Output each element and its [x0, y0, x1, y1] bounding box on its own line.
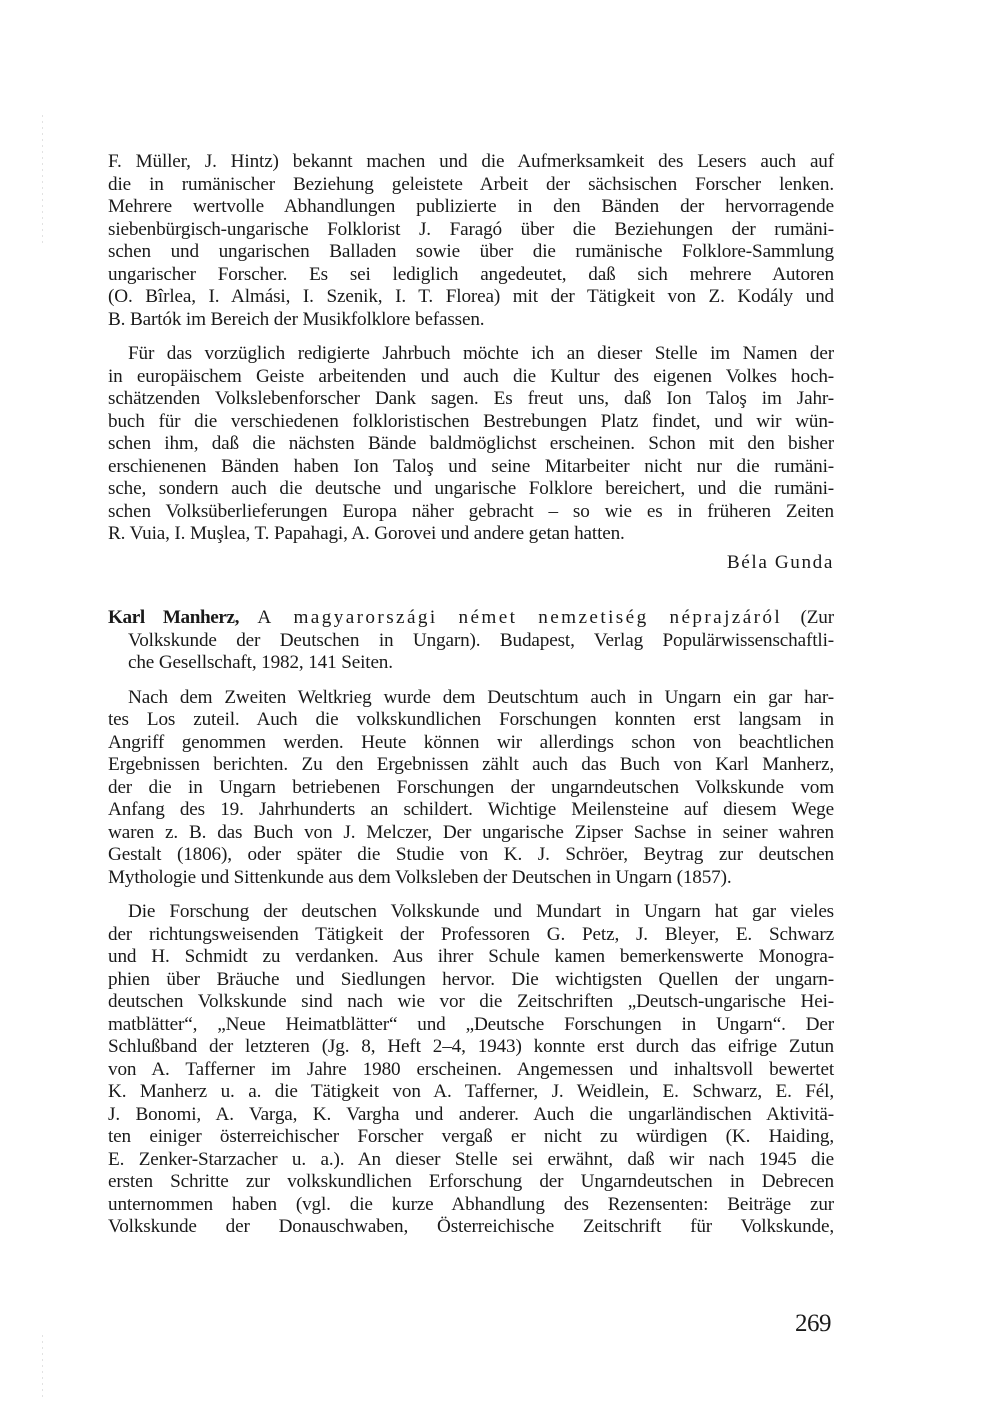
text-line: erschienenen Bänden haben Ion Taloş und seine Mitarbeiter nicht nur die rumäni-: [108, 455, 834, 477]
text-line: (O. Bîrlea, I. Almási, I. Szenik, I. T. Florea) mit der Tätigkeit von Z. Kodály und: [108, 286, 834, 307]
text-line: K. Manherz u. a. die Tätigkeit von A. Tafferner, J. Weidlein, E. Schwarz, E. Fél,: [108, 1081, 834, 1102]
reviewer-signature: Béla Gunda: [726, 551, 834, 573]
text-line: der die in Ungarn betriebenen Forschungen der ungarndeutschen Volkskunde vom: [108, 776, 834, 798]
text-line: E. Zenker-Starzacher u. a.). An dieser Stelle sei erwähnt, daß wir nach 1945 die: [108, 1148, 834, 1170]
text-line: J. Bonomi, A. Varga, K. Vargha und anderer. Auch die ungarländischen Aktivitä-: [108, 1103, 834, 1125]
text-line: von A. Tafferner im Jahre 1980 erscheinen. Angemessen und inhaltsvoll bewertet: [108, 1058, 834, 1080]
text-line: der richtungsweisenden Tätigkeit der Professoren G. Petz, J. Bleyer, E. Schwarz: [108, 923, 834, 945]
text-line: ungarischer Forscher. Es sei lediglich angedeutet, daß sich mehrere Autoren: [108, 263, 834, 285]
text-line: und H. Schmidt zu verdanken. Aus ihrer Schule kamen bemerkenswerte Monogra-: [108, 946, 834, 967]
text-line: matblätter“, „Neue Heimatblätter“ und „Deutsche Forschungen in Ungarn“. Der: [108, 1013, 834, 1035]
text-line: deutschen Volkskunde sind nach wie vor die Zeitschriften „Deutsch-ungarische Hei-: [108, 991, 834, 1012]
text-line: ten einiger österreichischer Forscher vergaß er nicht zu würdigen (K. Haiding,: [108, 1126, 834, 1147]
heading-line: [108, 607, 834, 630]
review-paragraph: [108, 343, 834, 546]
heading-line: Volkskunde der Deutschen in Ungarn). Budapest, Verlag Populärwissenschaftli-: [128, 629, 834, 651]
text-line: B. Bartók im Bereich der Musikfolklore befassen.: [108, 308, 485, 330]
text-line: Mehrere wertvolle Abhandlungen publizierte in den Bänden der hervorragende: [108, 196, 834, 217]
review-title-rest: (Zur: [800, 607, 834, 628]
scan-artifact: [42, 115, 43, 245]
text-line: buch für die verschiedenen folkloristischen Bestrebungen Platz findet, und wir wün-: [108, 410, 834, 432]
text-line: waren z. B. das Buch von J. Melczer, Der ungarische Zipser Sachse in seiner wahren: [108, 821, 834, 843]
scan-artifact: [42, 1335, 43, 1400]
review-title-hungarian: A magyarországi német nemzetiség néprajzáról: [257, 607, 783, 628]
text-line: Die Forschung der deutschen Volkskunde und Mundart in Ungarn hat gar vieles: [128, 901, 834, 922]
text-line: schätzenden Volkslebenforscher Dank sagen. Es freut uns, daß Ion Taloş im Jahr-: [108, 388, 834, 409]
text-line: unternommen haben (vgl. die kurze Abhandlung des Rezensenten: Beiträge zur: [108, 1193, 834, 1215]
text-line: Gestalt (1806), oder später die Studie von K. J. Schröer, Beytrag zur deutschen: [108, 844, 834, 865]
text-line: in europäischem Geiste arbeitenden und auch die Kultur des eigenen Volkes hoch-: [108, 365, 834, 387]
text-line: F. Müller, J. Hintz) bekannt machen und die Aufmerksamkeit des Lesers auch auf: [108, 151, 834, 172]
text-line: tes Los zuteil. Auch die volkskundlichen Forschungen konnten erst langsam in: [108, 709, 834, 730]
review-paragraph: [108, 151, 834, 331]
review-paragraph: [108, 687, 834, 890]
text-line: Schlußband der letzteren (Jg. 8, Heft 2–4, 1943) konnte erst durch das eifrige Zutun: [108, 1036, 834, 1057]
review-paragraph: [108, 901, 834, 1239]
text-line: schen Volksüberlieferungen Europa näher gebracht – so wie es in früheren Zeiten: [108, 500, 834, 522]
text-line: Volkskunde der Donauschwaben, Österreichische Zeitschrift für Volkskunde,: [108, 1216, 834, 1237]
text-line: Mythologie und Sittenkunde aus dem Volksleben der Deutschen in Ungarn (1857).: [108, 866, 732, 888]
review-heading: [108, 607, 834, 675]
text-line: Nach dem Zweiten Weltkrieg wurde dem Deutschtum auch in Ungarn ein gar har-: [128, 686, 834, 708]
text-line: schen ihm, daß die nächsten Bände baldmöglichst erscheinen. Schon mit den bisher: [108, 433, 834, 454]
text-line: phien über Bräuche und Siedlungen hervor. Die wichtigsten Quellen der ungarn-: [108, 968, 834, 990]
text-line: die in rumänischer Beziehung geleistete Arbeit der sächsischen Forscher lenken.: [108, 173, 834, 195]
text-line: Anfang des 19. Jahrhunderts an schildert. Wichtige Meilensteine auf diesem Wege: [108, 799, 834, 820]
heading-line: che Gesellschaft, 1982, 141 Seiten.: [128, 652, 393, 673]
text-line: siebenbürgisch-ungarische Folklorist J. Faragó über die Beziehungen der rumäni-: [108, 218, 834, 240]
text-line: Angriff genommen werden. Heute können wir allerdings schon von beachtlichen: [108, 731, 834, 753]
text-line: Ergebnissen berichten. Zu den Ergebnissen zählt auch das Buch von Karl Manherz,: [108, 754, 834, 775]
text-line: Für das vorzüglich redigierte Jahrbuch möchte ich an dieser Stelle im Namen der: [128, 343, 834, 364]
text-line: schen und ungarischen Balladen sowie über die rumänische Folklore-Sammlung: [108, 241, 834, 262]
text-line: sche, sondern auch die deutsche und ungarische Folklore bereichert, und die rumäni-: [108, 478, 834, 499]
text-line: ersten Schritte zur volkskundlichen Erforschung der Ungarndeutschen in Debrecen: [108, 1171, 834, 1192]
text-line: R. Vuia, I. Muşlea, T. Papahagi, A. Gorovei und andere getan hatten.: [108, 523, 625, 544]
book-page: [108, 151, 834, 1239]
review-author: Karl Manherz,: [108, 607, 240, 628]
page-number: 269: [795, 1310, 831, 1337]
